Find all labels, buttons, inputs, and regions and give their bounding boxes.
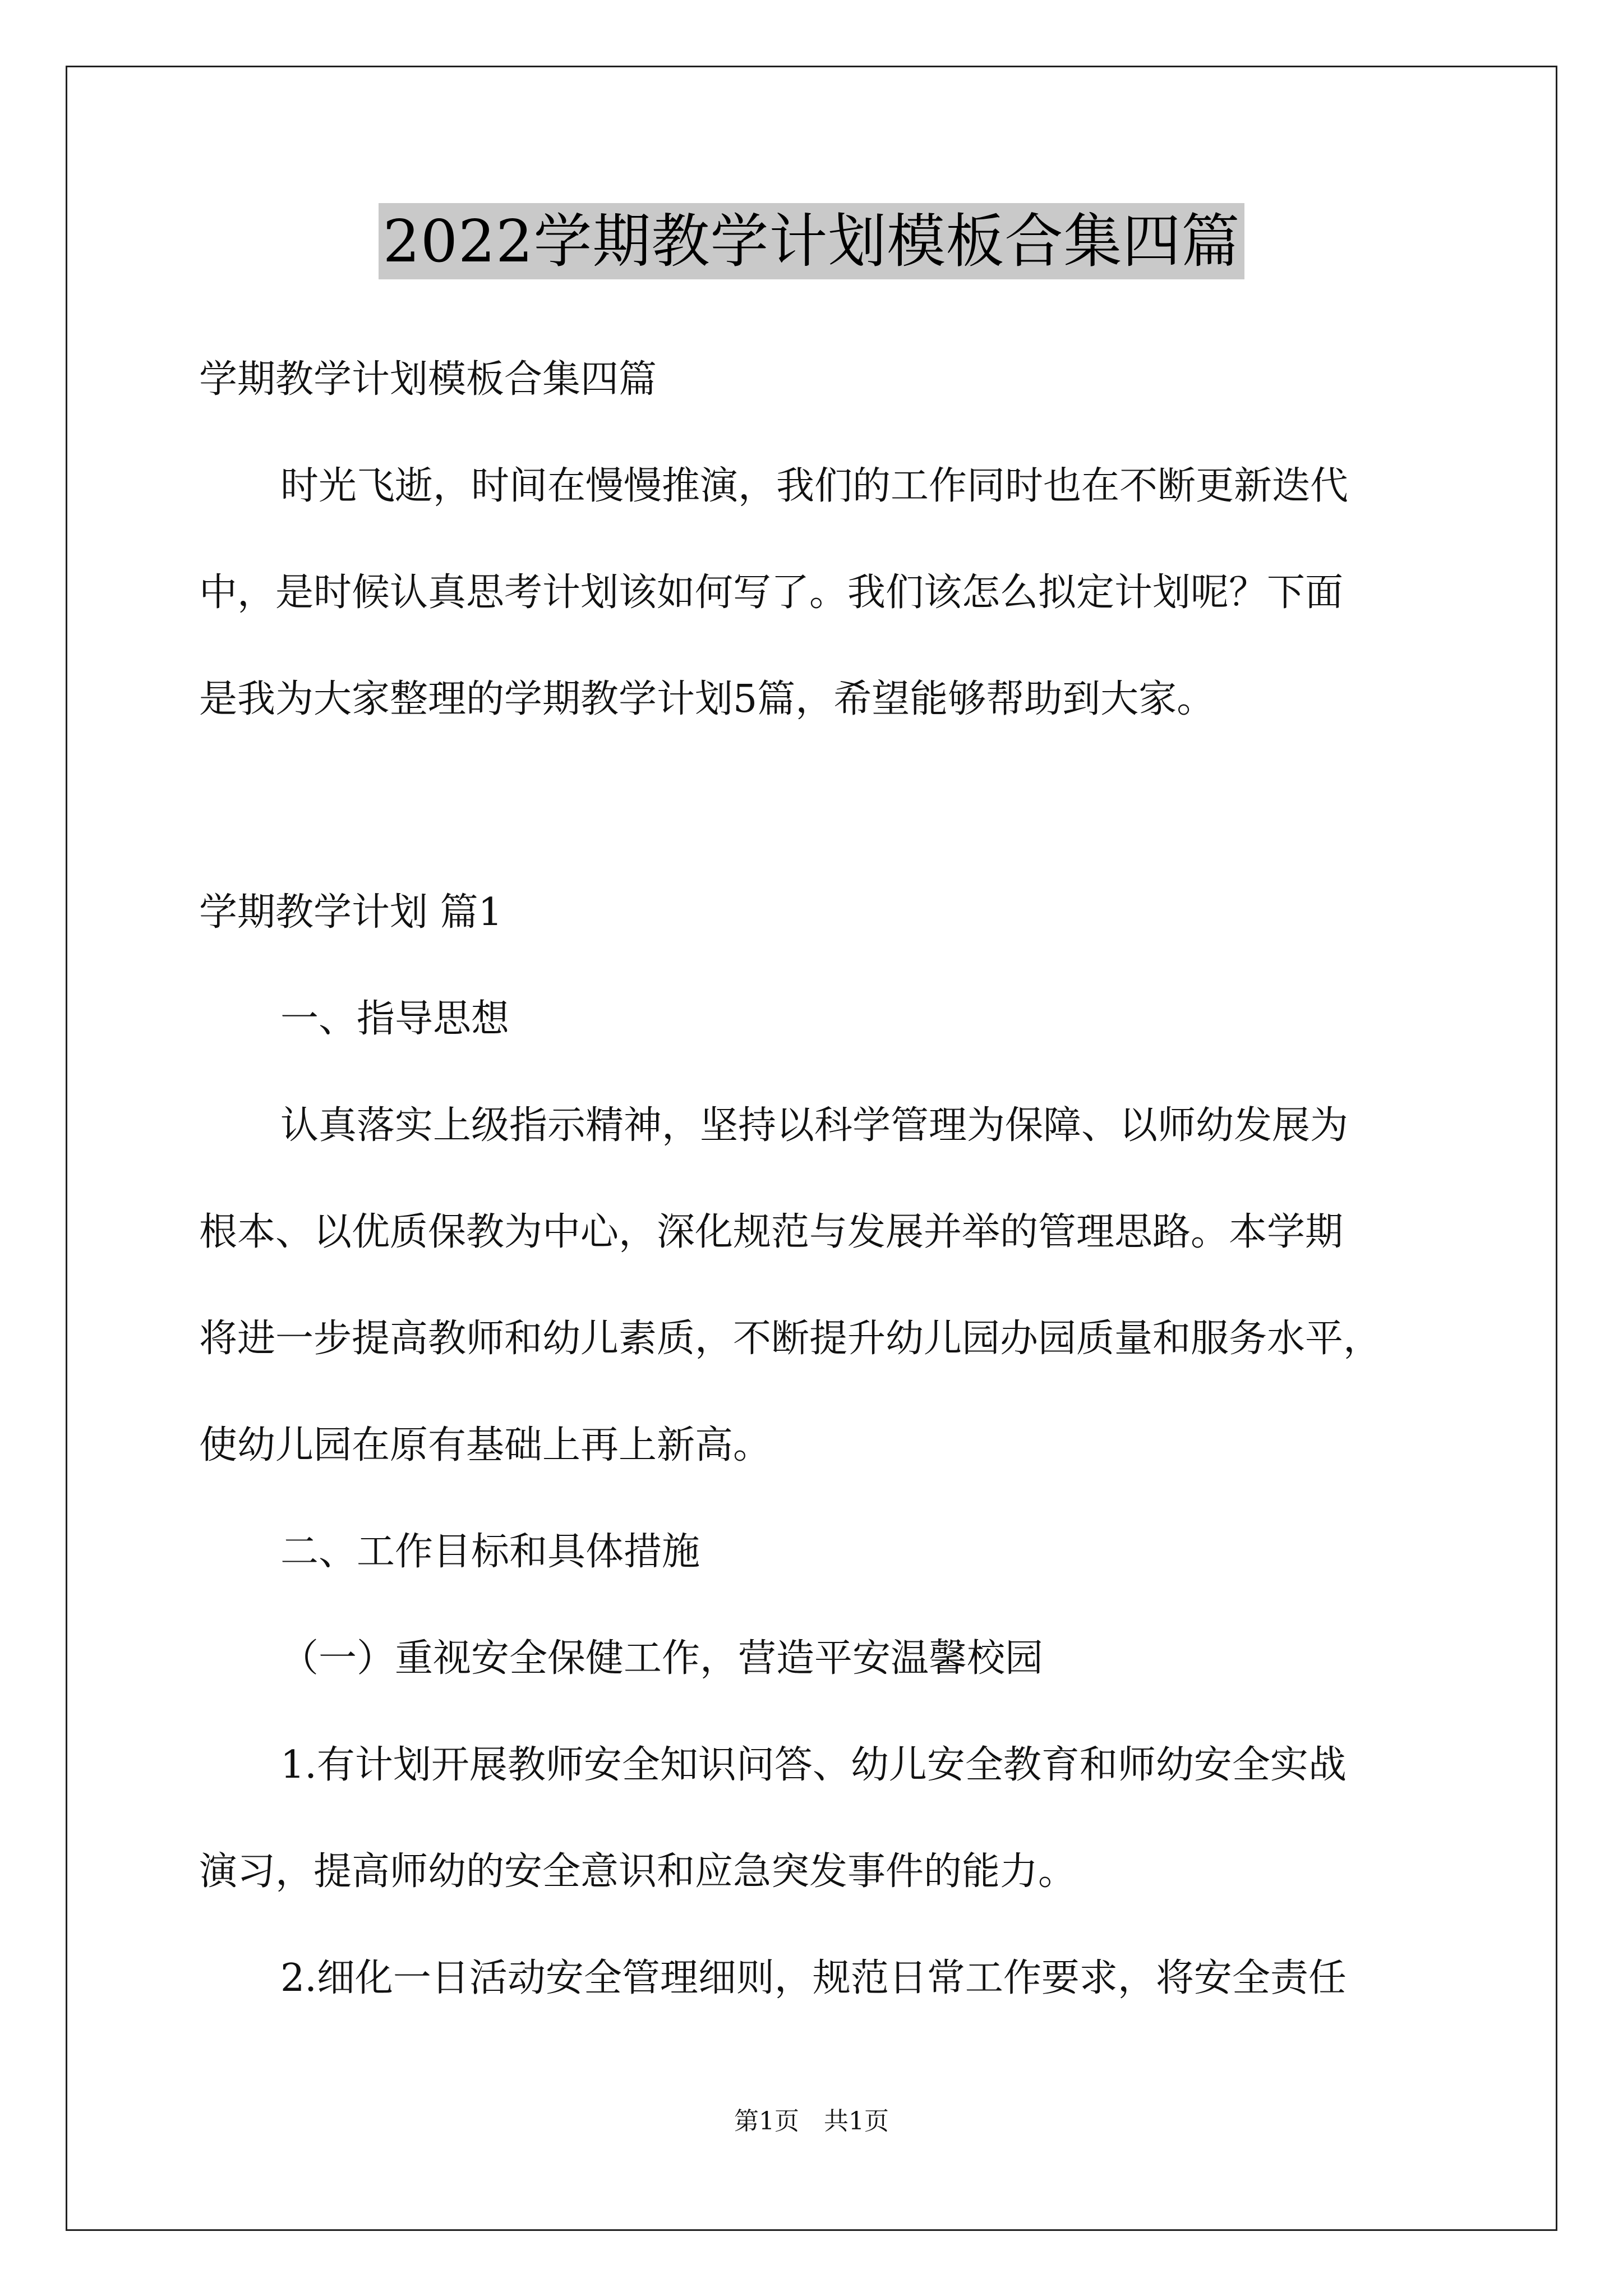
paragraph-line-4: 使幼儿园在原有基础上再上新高。 [199, 1423, 772, 1467]
item-1-line-1: 1.有计划开展教师安全知识问答、幼儿安全教育和师幼安全实战 [280, 1743, 1347, 1787]
item-2-line-1: 2.细化一日活动安全管理细则，规范日常工作要求，将安全责任 [280, 1956, 1347, 2000]
heading-goals-measures: 二、工作目标和具体措施 [280, 1530, 700, 1574]
intro-line-1: 时光飞逝，时间在慢慢推演，我们的工作同时也在不断更新迭代 [280, 464, 1349, 508]
subheading-safety: （一）重视安全保健工作，营造平安温馨校园 [280, 1636, 1044, 1681]
heading-guiding-thought: 一、指导思想 [280, 997, 510, 1041]
paragraph-line-3: 将进一步提高教师和幼儿素质，不断提升幼儿园办园质量和服务水平， [199, 1317, 1382, 1361]
subtitle-line: 学期教学计划模板合集四篇 [199, 357, 657, 402]
title-wrap [0, 203, 1623, 279]
intro-line-3: 是我为大家整理的学期教学计划5篇，希望能够帮助到大家。 [199, 677, 1215, 721]
paragraph-line-2: 根本、以优质保教为中心，深化规范与发展并举的管理思路。本学期 [199, 1210, 1344, 1254]
page-footer: 第1页 共1页 [734, 2107, 889, 2136]
paragraph-line-1: 认真落实上级指示精神，坚持以科学管理为保障、以师幼发展为 [280, 1103, 1349, 1148]
section-heading: 学期教学计划 篇1 [199, 890, 502, 935]
document-title: 2022学期教学计划模板合集四篇 [379, 203, 1245, 279]
intro-line-2: 中，是时候认真思考计划该如何写了。我们该怎么拟定计划呢？下面 [199, 570, 1344, 615]
item-1-line-2: 演习，提高师幼的安全意识和应急突发事件的能力。 [199, 1849, 1077, 1894]
